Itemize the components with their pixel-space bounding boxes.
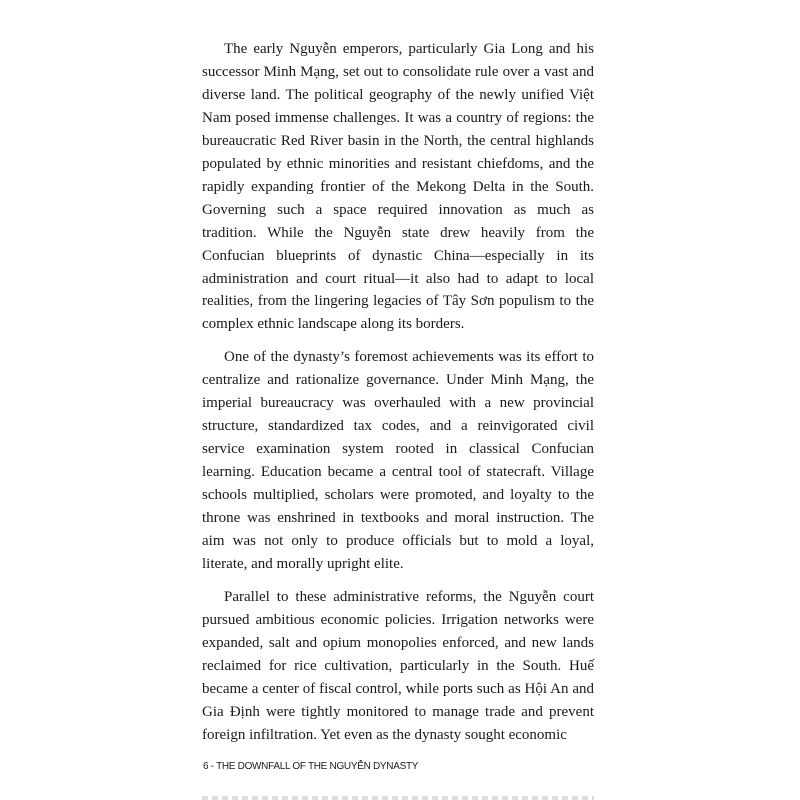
cut-off-line bbox=[202, 796, 594, 800]
paragraph-1: The early Nguyễn emperors, particularly Gia Long and his successor Minh Mạng, set out to consolidate rule over a vast and diverse land. The political geography of the newly unified Việt Nam posed immense challenges. It was a country of regions: the bureaucratic Red River basin in the North, the central highlands populated by ethnic minorities and resistant chiefdoms, and the rapidly expanding frontier of the Mekong Delta in the South. Governing such a space required innovation as much as tradition. While the Nguyễn state drew heavily from the Confucian blueprints of dynastic China—especially in its administration and court ritual—it also had to adapt to local realities, from the lingering legacies of Tây Sơn populism to the complex ethnic landscape along its borders. bbox=[202, 41, 594, 333]
body-text bbox=[202, 38, 594, 747]
paragraph-2: One of the dynasty’s foremost achievements was its effort to centralize and rationalize governance. Under Minh Mạng, the imperial bureaucracy was overhauled with a new provincial structure, standardized tax codes, and a reinvigorated civil service examination system rooted in classical Confucian learning. Education became a central tool of statecraft. Village schools multiplied, scholars were promoted, and loyalty to the throne was enshrined in textbooks and moral instruction. The aim was not only to produce officials but to mold a loyal, literate, and morally upright elite. bbox=[202, 349, 594, 572]
page-footer: 6 - THE DOWNFALL OF THE NGUYỄN DYNASTY bbox=[203, 761, 419, 772]
paragraph-3: Parallel to these administrative reforms, the Nguyễn court pursued ambitious economic policies. Irrigation networks were expanded, salt and opium monopolies enforced, and new lands reclaimed for rice cultivation, particularly in the South. Huế became a center of fiscal control, while ports such as Hội An and Gia Định were tightly monitored to manage trade and prevent foreign infiltration. Yet even as the dynasty sought economic bbox=[202, 588, 594, 743]
